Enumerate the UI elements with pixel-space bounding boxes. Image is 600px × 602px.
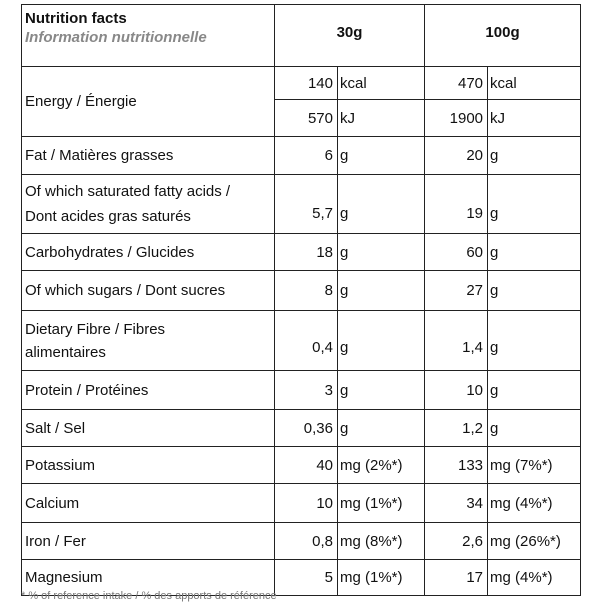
row-label: Magnesium xyxy=(22,560,275,596)
value-100g: 1,4 xyxy=(425,311,488,371)
energy-kj-unit-100: kJ xyxy=(488,100,581,137)
unit-100g: g xyxy=(488,311,581,371)
energy-kj-unit-30: kJ xyxy=(338,100,425,137)
value-100g: 17 xyxy=(425,560,488,596)
row-label: Of which sugars / Dont sucres xyxy=(22,271,275,311)
energy-kcal-unit-30: kcal xyxy=(338,67,425,100)
row-label: Salt / Sel xyxy=(22,410,275,447)
value-30g: 0,8 xyxy=(275,523,338,560)
value-30g: 18 xyxy=(275,234,338,271)
unit-30g: g xyxy=(338,311,425,371)
header-row xyxy=(22,5,581,67)
value-30g: 8 xyxy=(275,271,338,311)
energy-label: Energy / Énergie xyxy=(22,67,275,137)
table-title-cell xyxy=(22,5,275,67)
unit-30g: mg (8%*) xyxy=(338,523,425,560)
value-100g: 1,2 xyxy=(425,410,488,447)
unit-30g: g xyxy=(338,271,425,311)
value-100g: 133 xyxy=(425,447,488,484)
unit-100g: mg (4%*) xyxy=(488,560,581,596)
table-row xyxy=(22,234,581,271)
value-100g: 27 xyxy=(425,271,488,311)
table-row xyxy=(22,523,581,560)
row-label-line2: alimentaires xyxy=(25,343,106,361)
value-30g: 10 xyxy=(275,484,338,523)
unit-100g: mg (26%*) xyxy=(488,523,581,560)
table-subtitle: Information nutritionnelle xyxy=(25,29,207,46)
unit-100g: g xyxy=(488,137,581,175)
table-row xyxy=(22,371,581,410)
energy-kj-30: 570 xyxy=(275,100,338,137)
value-30g: 5 xyxy=(275,560,338,596)
unit-100g: g xyxy=(488,410,581,447)
value-30g: 40 xyxy=(275,447,338,484)
unit-30g: mg (1%*) xyxy=(338,560,425,596)
value-30g: 0,36 xyxy=(275,410,338,447)
unit-30g: mg (1%*) xyxy=(338,484,425,523)
row-label: Carbohydrates / Glucides xyxy=(22,234,275,271)
table-row xyxy=(22,137,581,175)
unit-100g: g xyxy=(488,234,581,271)
unit-30g: g xyxy=(338,371,425,410)
unit-30g: g xyxy=(338,234,425,271)
value-100g: 60 xyxy=(425,234,488,271)
footnote: * % of reference intake / % des apports de référence xyxy=(21,590,277,602)
table-row xyxy=(22,484,581,523)
value-30g: 5,7 xyxy=(275,175,338,234)
energy-kj-100: 1900 xyxy=(425,100,488,137)
value-100g: 2,6 xyxy=(425,523,488,560)
value-100g: 34 xyxy=(425,484,488,523)
value-100g: 20 xyxy=(425,137,488,175)
row-label-line1: Of which saturated fatty acids / xyxy=(25,183,231,200)
value-100g: 10 xyxy=(425,371,488,410)
row-label-line1: Dietary Fibre / Fibres xyxy=(25,320,166,338)
row-label: Calcium xyxy=(22,484,275,523)
unit-100g: g xyxy=(488,271,581,311)
row-label: Iron / Fer xyxy=(22,523,275,560)
unit-100g: mg (7%*) xyxy=(488,447,581,484)
value-30g: 0,4 xyxy=(275,311,338,371)
row-label xyxy=(22,175,275,234)
table-row xyxy=(22,271,581,311)
row-label: Potassium xyxy=(22,447,275,484)
row-label xyxy=(22,311,275,371)
energy-kcal-row xyxy=(22,67,581,100)
table-title: Nutrition facts xyxy=(25,10,127,27)
energy-kcal-unit-100: kcal xyxy=(488,67,581,100)
energy-kcal-100: 470 xyxy=(425,67,488,100)
table-row xyxy=(22,311,581,371)
table-row xyxy=(22,447,581,484)
unit-30g: g xyxy=(338,410,425,447)
unit-30g: g xyxy=(338,175,425,234)
column-header-30g: 30g xyxy=(275,5,425,67)
row-label-line2: Dont acides gras saturés xyxy=(25,208,191,225)
unit-100g: g xyxy=(488,175,581,234)
value-30g: 6 xyxy=(275,137,338,175)
energy-kcal-30: 140 xyxy=(275,67,338,100)
table-row xyxy=(22,175,581,234)
nutrition-table xyxy=(21,4,581,596)
unit-100g: mg (4%*) xyxy=(488,484,581,523)
value-100g: 19 xyxy=(425,175,488,234)
unit-30g: g xyxy=(338,137,425,175)
table-row xyxy=(22,410,581,447)
row-label: Protein / Protéines xyxy=(22,371,275,410)
column-header-100g: 100g xyxy=(425,5,581,67)
row-label: Fat / Matières grasses xyxy=(22,137,275,175)
unit-30g: mg (2%*) xyxy=(338,447,425,484)
value-30g: 3 xyxy=(275,371,338,410)
unit-100g: g xyxy=(488,371,581,410)
